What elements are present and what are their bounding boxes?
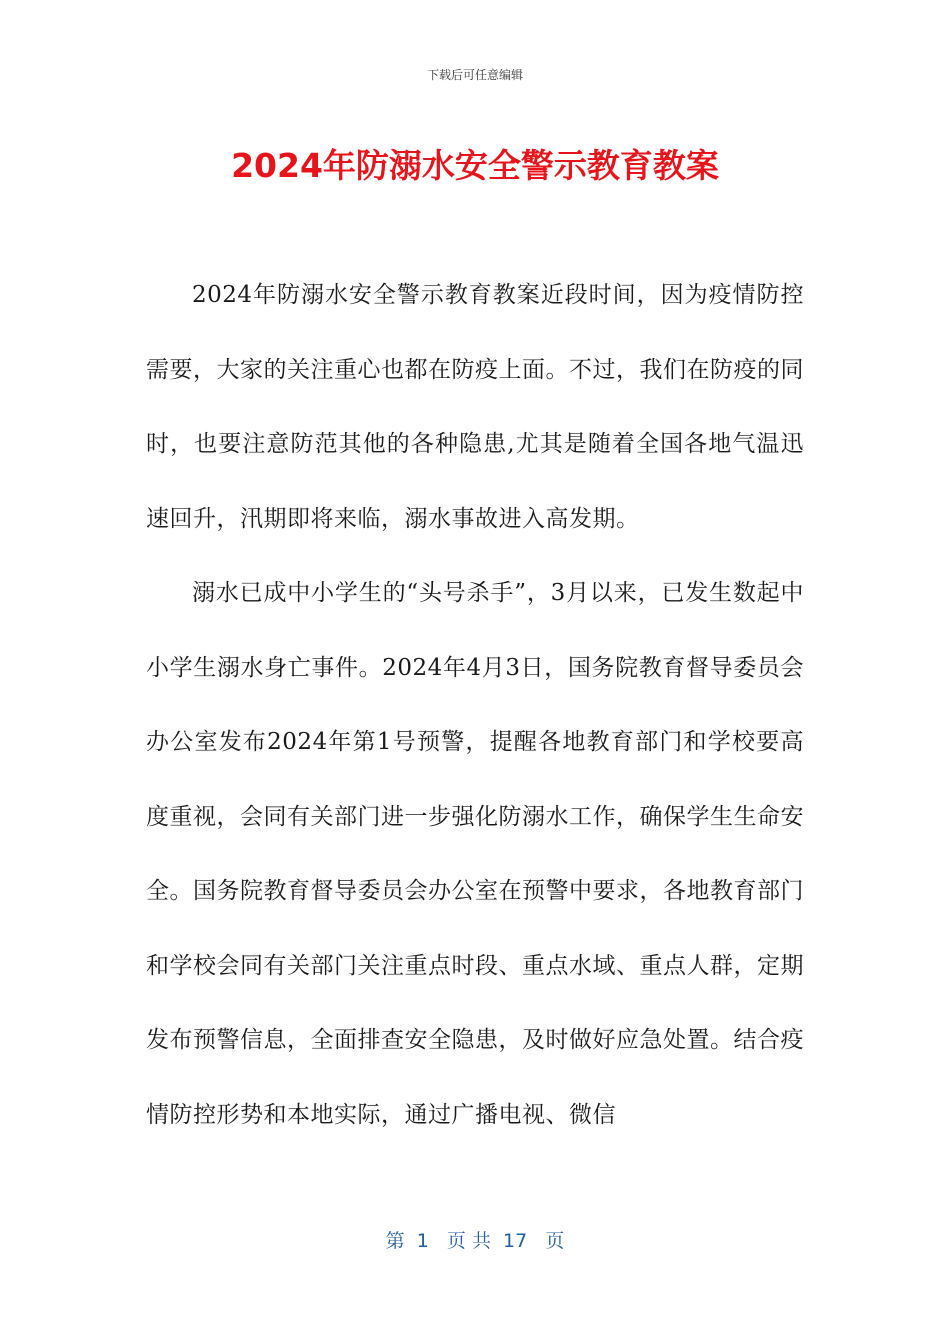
header-note: 下载后可任意编辑 bbox=[426, 68, 523, 82]
document-body bbox=[146, 258, 804, 1152]
paragraph-1: 2024年防溺水安全警示教育教案近段时间，因为疫情防控需要，大家的关注重心也都在防疫上面。不过，我们在防疫的同时，也要注意防范其他的各种隐患,尤其是随着全国各地气温迅速回升，汛期即将来临，溺水事故进入高发期。 bbox=[146, 282, 804, 532]
page-footer: 第 1 页 共 17 页 bbox=[385, 1230, 565, 1252]
document-title: 2024年防溺水安全警示教育教案 bbox=[231, 146, 719, 185]
paragraph-2: 溺水已成中小学生的“头号杀手”，3月以来，已发生数起中小学生溺水身亡事件。2024年4月3日，国务院教育督导委员会办公室发布2024年第1号预警，提醒各地教育部门和学校要高度重视，会同有关部门进一步强化防溺水工作，确保学生生命安全。国务院教育督导委员会办公室在预警中要求，各地教育部门和学校会同有关部门关注重点时段、重点水域、重点人群，定期发布预警信息，全面排查安全隐患，及时做好应急处置。结合疫情防控形势和本地实际，通过广播电视、微信 bbox=[146, 580, 804, 1128]
